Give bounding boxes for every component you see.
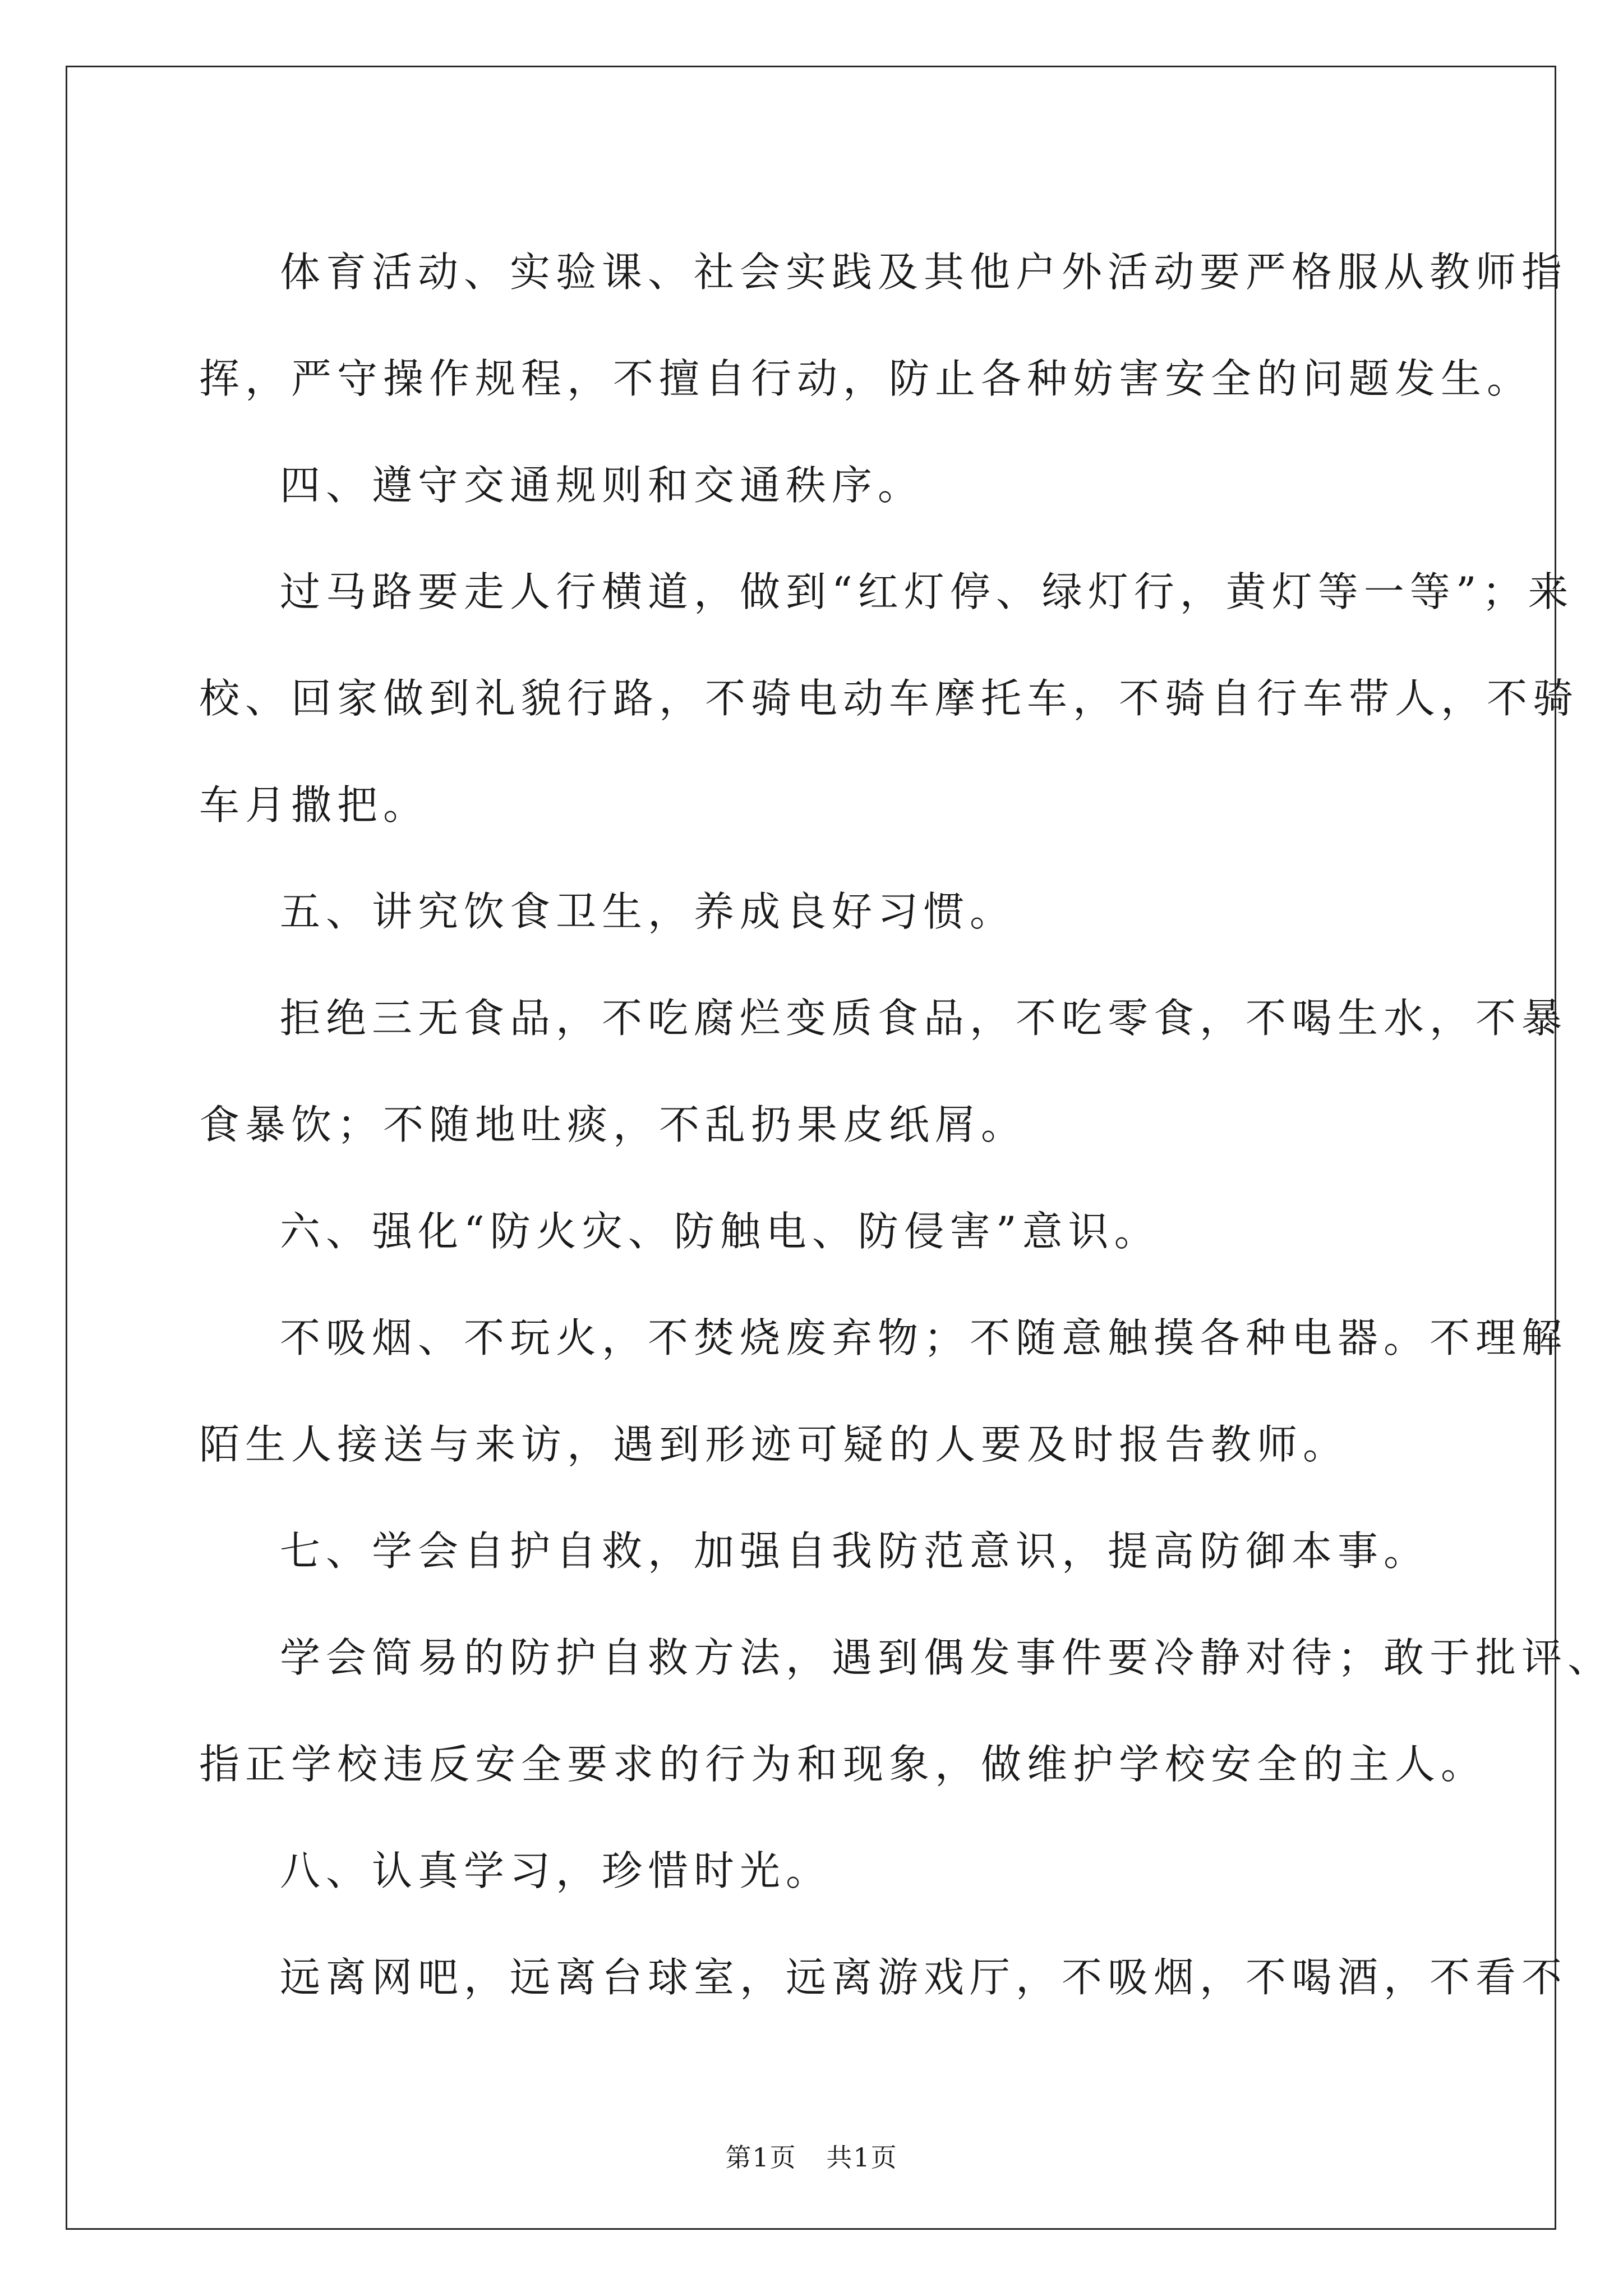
text-line: 车月撒把。 (199, 781, 430, 829)
text-line: 过马路要走人行横道，做到“红灯停、绿灯行，黄灯等一等”；来 (280, 568, 1574, 615)
text-line: 挥，严守操作规程，不擅自行动，防止各种妨害安全的问题发生。 (199, 355, 1533, 402)
document-body (199, 219, 1614, 2031)
text-line: 食暴饮；不随地吐痰，不乱扔果皮纸屑。 (199, 1101, 1027, 1148)
text-line: 陌生人接送与来访，遇到形迹可疑的人要及时报告教师。 (199, 1421, 1349, 1468)
section-heading: 六、强化“防火灾、防触电、防侵害”意识。 (280, 1208, 1160, 1255)
page-footer (0, 2137, 1623, 2174)
text-line: 学会简易的防护自救方法，遇到偶发事件要冷静对待；敢于批评、 (280, 1634, 1614, 1681)
section-heading: 五、讲究饮食卫生，养成良好习惯。 (280, 888, 1016, 935)
text-line: 指正学校违反安全要求的行为和现象，做维护学校安全的主人。 (199, 1741, 1487, 1788)
text-line: 体育活动、实验课、社会实践及其他户外活动要严格服从教师指 (280, 249, 1568, 296)
section-heading: 八、认真学习，珍惜时光。 (280, 1847, 832, 1894)
page-total: 共1页 (826, 2142, 898, 2173)
section-heading: 七、学会自护自救，加强自我防范意识，提高防御本事。 (280, 1527, 1430, 1575)
text-line: 校、回家做到礼貌行路，不骑电动车摩托车，不骑自行车带人，不骑 (199, 675, 1579, 722)
text-line: 远离网吧，远离台球室，远离游戏厅，不吸烟，不喝酒，不看不 (280, 1954, 1568, 2001)
text-line: 不吸烟、不玩火，不焚烧废弃物；不随意触摸各种电器。不理解 (280, 1314, 1568, 1361)
text-line: 拒绝三无食品，不吃腐烂变质食品，不吃零食，不喝生水，不暴 (280, 995, 1568, 1042)
page-number: 第1页 (725, 2142, 797, 2173)
section-heading: 四、遵守交通规则和交通秩序。 (280, 462, 924, 509)
